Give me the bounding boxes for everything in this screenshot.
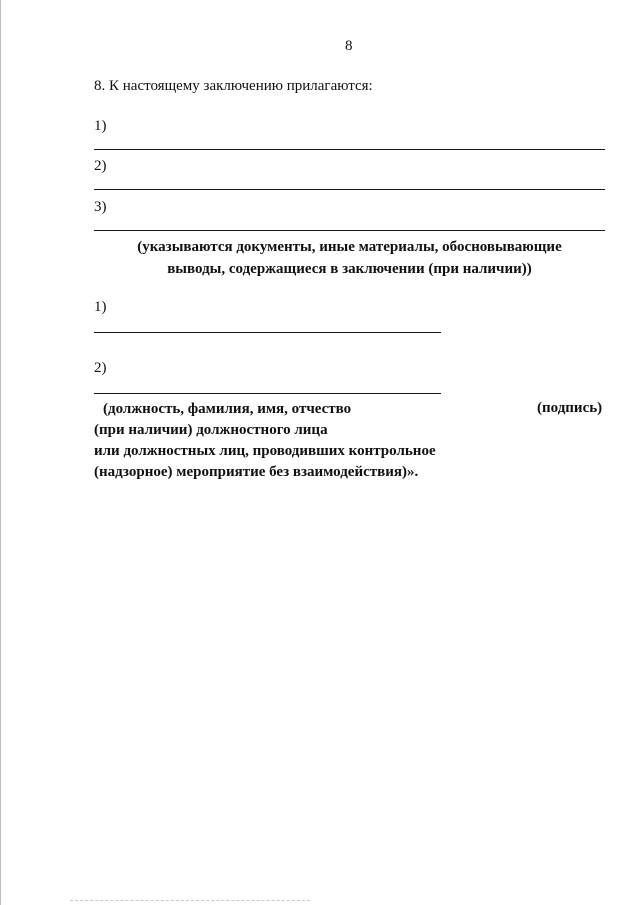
- attachment-item-1-line: [94, 149, 605, 150]
- attachment-item-3-line: [94, 230, 605, 231]
- page-number: 8: [345, 38, 353, 54]
- official-item-2-line: [94, 393, 441, 394]
- officials-note: [94, 399, 436, 483]
- attachments-note-line: выводы, содержащиеся в заключении (при наличии)): [167, 261, 532, 277]
- attachment-item-2-label: 2): [94, 158, 107, 174]
- signature-label: (подпись): [537, 400, 603, 416]
- officials-note-line: (при наличии) должностного лица: [94, 422, 328, 438]
- attachments-note-line: (указываются документы, иные материалы, обосновывающие: [137, 239, 562, 255]
- official-item-2-label: 2): [94, 360, 107, 376]
- attachments-note: [94, 236, 605, 280]
- attachment-item-1-label: 1): [94, 118, 107, 134]
- page-edge: [0, 0, 1, 905]
- officials-note-line: (должность, фамилия, имя, отчество: [103, 401, 352, 417]
- attachment-item-2-line: [94, 189, 605, 190]
- official-item-1-label: 1): [94, 299, 107, 315]
- attachment-item-3-label: 3): [94, 199, 107, 215]
- official-item-1-line: [94, 332, 441, 333]
- officials-note-line: (надзорное) мероприятие без взаимодействия)».: [94, 464, 419, 480]
- section-title: 8. К настоящему заключению прилагаются:: [94, 78, 373, 94]
- scan-footer-marks: [70, 900, 310, 901]
- officials-note-line: или должностных лиц, проводивших контрольное: [94, 443, 436, 459]
